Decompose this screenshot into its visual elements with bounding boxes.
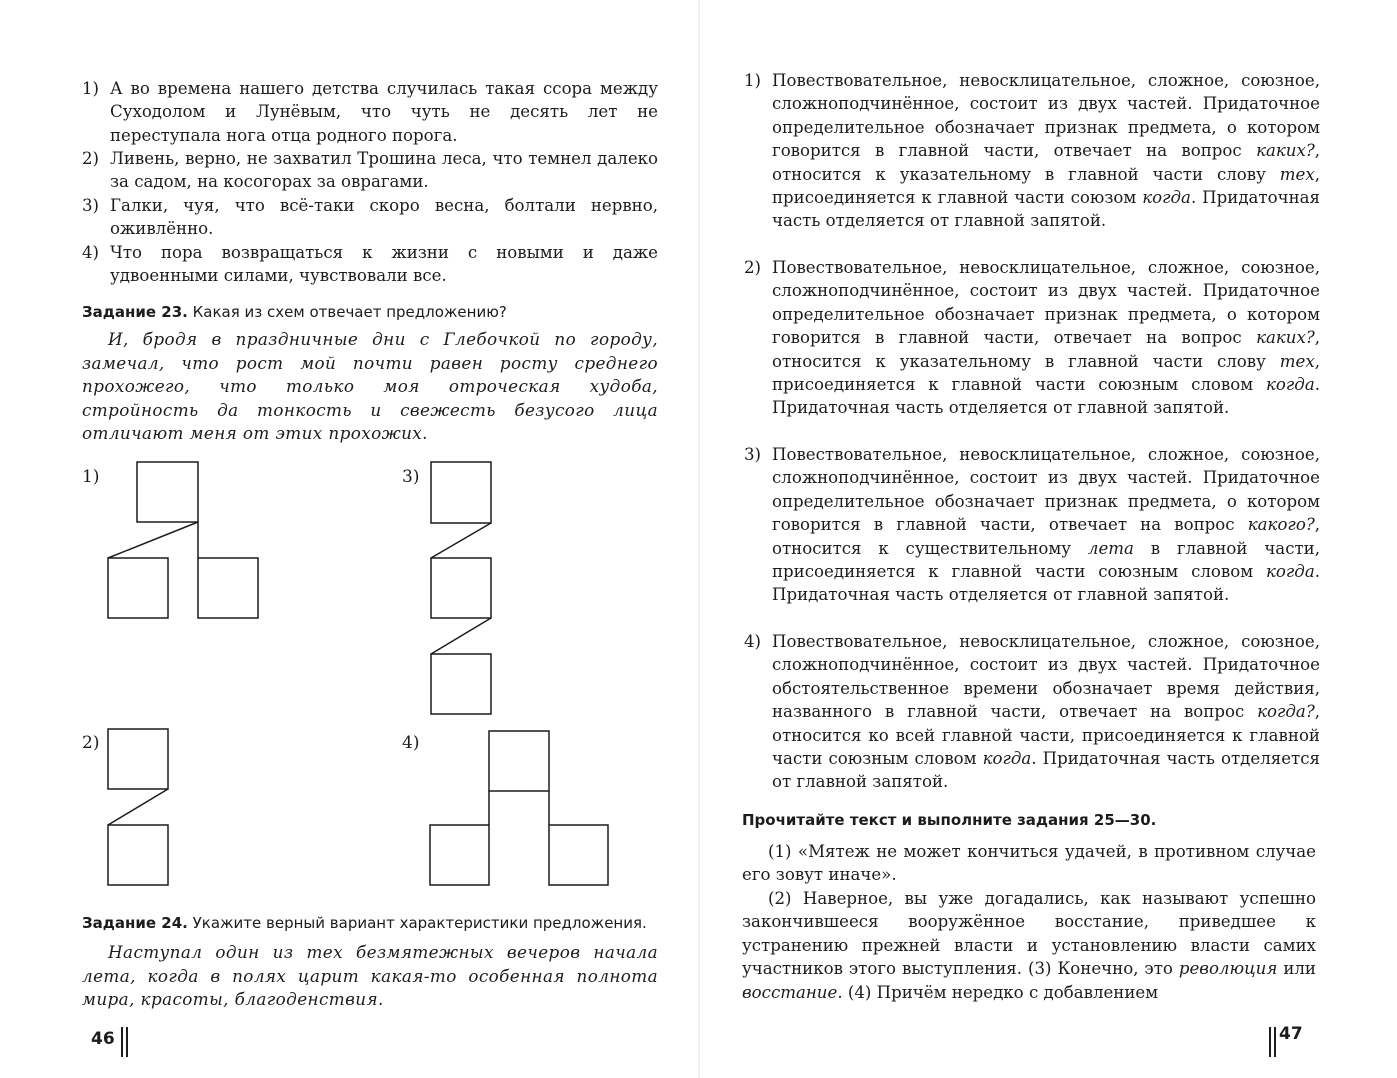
- sentence-number: 4): [82, 243, 100, 262]
- option-text: [772, 69, 1320, 233]
- page-number-left: 46: [91, 1029, 115, 1049]
- text-run: , относится к указательному в главной части слову: [772, 141, 1320, 184]
- text-run: Повествовательное, невосклицательное, сложное, союзное, сложноподчинённое, состоит из двух частей. Придаточное определительное обозначает признак предмета, о котором говорится в главной части, отвечает на вопрос: [772, 71, 1320, 161]
- text-paragraph-2: [742, 887, 1316, 1004]
- answer-option-1: [744, 69, 1320, 233]
- page-number-bar: [126, 1027, 128, 1057]
- scheme-2-sub-clause: [108, 825, 168, 885]
- scheme-4-connector: [489, 791, 549, 825]
- scheme-2-main-clause: [108, 729, 168, 789]
- task-23-question: Какая из схем отвечает предложению?: [192, 303, 507, 321]
- option-number: 2): [744, 258, 762, 277]
- scheme-4-main-clause: [489, 731, 549, 791]
- text-paragraph-1: [742, 840, 1316, 887]
- scheme-4: [430, 731, 608, 885]
- task-24-question: Укажите верный вариант характеристики предложения.: [192, 914, 647, 932]
- answer-option-2: [744, 256, 1320, 420]
- italic-word: когда: [1142, 188, 1191, 208]
- italic-word: когда: [982, 749, 1032, 769]
- italic-word: тех: [1279, 164, 1315, 184]
- task-23-label: Задание 23.: [82, 303, 188, 321]
- italic-word: восстание: [742, 982, 838, 1002]
- scheme-1-connector: [108, 522, 198, 558]
- scheme-3-connector-2: [431, 618, 491, 654]
- answer-option-4: [744, 630, 1320, 794]
- italic-word: когда?: [1257, 702, 1315, 722]
- scheme-4-sub-clause-a: [430, 825, 489, 885]
- italic-word: когда: [1266, 562, 1315, 582]
- task-24-label: Задание 24.: [82, 914, 188, 932]
- page-number-right: 47: [1279, 1024, 1303, 1044]
- page-number-bar: [1269, 1027, 1271, 1057]
- task-24-heading: [82, 912, 672, 934]
- italic-word: революция: [1178, 959, 1278, 979]
- scheme-1-sub-clause-a: [108, 558, 168, 618]
- text-run: . Придаточная часть отделяется от главной запятой.: [772, 562, 1320, 605]
- sentence-number: 2): [82, 149, 100, 168]
- option-number: 1): [744, 71, 762, 90]
- text-run: . Придаточная часть отделяется от главной запятой.: [772, 188, 1320, 231]
- italic-word: лета: [1087, 538, 1134, 558]
- right-page: [700, 0, 1397, 1078]
- scheme-3-clause-3: [431, 654, 491, 714]
- scheme-3-clause-1: [431, 462, 491, 523]
- scheme-2-connector: [108, 789, 168, 825]
- option-text: [772, 256, 1320, 420]
- scheme-1-main-clause: [137, 462, 198, 522]
- sentence-text: А во времена нашего детства случилась такая ссора между Суходолом и Лунёвым, что чуть не десять лет не переступала нога отца родного порога.: [110, 79, 658, 145]
- scheme-1: [108, 462, 258, 618]
- text-run: Повествовательное, невосклицательное, сложное, союзное, сложноподчинённое, состоит из двух частей. Придаточное определительное обозначает признак предмета, о котором говорится в главной части, отвечает на вопрос: [772, 445, 1320, 535]
- page-number-bar: [1274, 1027, 1276, 1057]
- text-run: , присоединяется к главной части союзом: [772, 164, 1320, 208]
- text-run: . (4) Причём нередко с добавлением: [837, 982, 1159, 1002]
- option-text: [772, 443, 1320, 607]
- italic-word: каких?: [1256, 328, 1315, 348]
- scheme-1-label: 1): [82, 467, 100, 487]
- scheme-4-label: 4): [402, 733, 420, 753]
- sentence-number: 1): [82, 79, 100, 98]
- text-run: , относится к указательному в главной части слову: [772, 328, 1320, 371]
- text-run: (1) «Мятеж не может кончиться удачей, в противном случае его зовут иначе».: [742, 842, 1316, 885]
- page-number-bar: [121, 1027, 123, 1057]
- option-text: [772, 630, 1320, 794]
- scheme-3: [431, 462, 491, 714]
- sentence-text: Ливень, верно, не захватил Трошина леса, что темнел далеко за садом, на косогорах за оврагами.: [110, 149, 658, 192]
- text-run: в главной части, присоединяется к главной части союзным словом: [772, 538, 1320, 582]
- text-run: , относится к существительному: [772, 515, 1320, 558]
- scheme-4-sub-clause-b: [549, 825, 608, 885]
- text-run: (2) Наверное, вы уже догадались, как называют успешно закончившееся вооружённое восстание, приведшее к устранению прежней власти и установлению власти самих участников этого выступления. (3) Конечно, это: [742, 889, 1316, 979]
- text-run: . Придаточная часть отделяется от главной запятой.: [772, 375, 1320, 418]
- reading-heading: Прочитайте текст и выполните задания 25—30.: [742, 811, 1157, 829]
- text-run: . Придаточная часть отделяется от главной запятой.: [772, 749, 1320, 792]
- answer-option-3: [744, 443, 1320, 607]
- text-run: , относится ко всей главной части, присоединяется к главной части союзным словом: [772, 702, 1320, 769]
- italic-word: каких?: [1256, 141, 1315, 161]
- task-24-quote: Наступал один из тех безмятежных вечеров начала лета, когда в полях царит какая-то особенная полнота мира, красоты, благоденствия.: [82, 942, 658, 1010]
- text-run: , присоединяется к главной части союзным словом: [772, 351, 1320, 395]
- scheme-2-label: 2): [82, 733, 100, 753]
- task-23-quote: И, бродя в праздничные дни с Глебочкой по городу, замечал, что рост мой почти равен росту среднего прохожего, что только моя отроческая худоба, стройность да тонкость и свежесть безусого лица отличают меня от этих прохожих.: [82, 329, 658, 444]
- scheme-3-connector-1: [431, 523, 491, 558]
- sentence-number: 3): [82, 196, 100, 215]
- italic-word: тех: [1279, 351, 1315, 371]
- scheme-1-sub-clause-b: [198, 558, 258, 618]
- text-run: или: [1277, 959, 1316, 979]
- scheme-3-clause-2: [431, 558, 491, 618]
- option-number: 4): [744, 632, 762, 651]
- sentence-text: Что пора возвращаться к жизни с новыми и даже удвоенными силами, чувствовали все.: [110, 243, 658, 286]
- italic-word: когда: [1266, 375, 1315, 395]
- italic-word: какого?: [1247, 515, 1315, 535]
- sentence-text: Галки, чуя, что всё-таки скоро весна, болтали нервно, оживлённо.: [110, 196, 658, 239]
- option-number: 3): [744, 445, 762, 464]
- text-run: Повествовательное, невосклицательное, сложное, союзное, сложноподчинённое, состоит из двух частей. Придаточное определительное обозначает признак предмета, о котором говорится в главной части, отвечает на вопрос: [772, 258, 1320, 348]
- scheme-3-label: 3): [402, 467, 420, 487]
- text-run: Повествовательное, невосклицательное, сложное, союзное, сложноподчинённое, состоит из двух частей. Придаточное обстоятельственное времени обозначает время действия, названного в главной части, отвечает на вопрос: [772, 632, 1320, 722]
- scheme-2: [108, 729, 168, 885]
